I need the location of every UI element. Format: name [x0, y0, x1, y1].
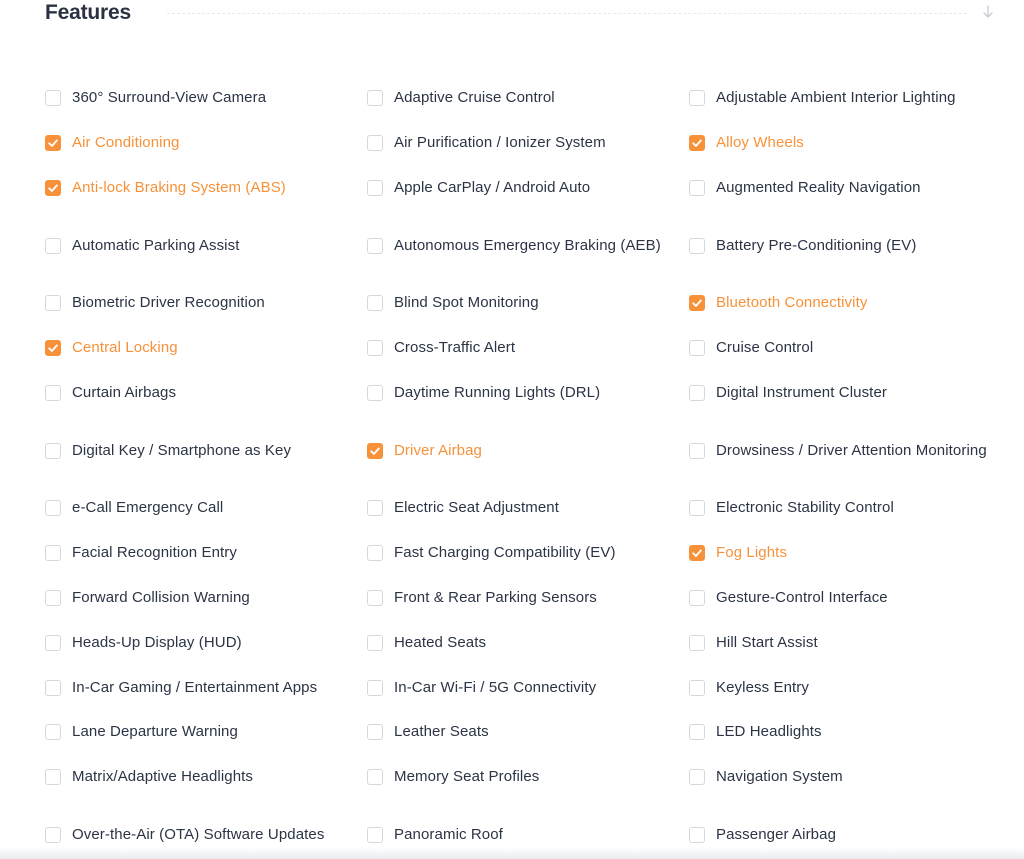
feature-option[interactable]: [689, 486, 995, 531]
feature-label: Blind Spot Monitoring: [394, 294, 539, 312]
feature-label: Heads-Up Display (HUD): [72, 633, 242, 651]
feature-label: Navigation System: [716, 768, 843, 786]
feature-option[interactable]: [689, 665, 995, 710]
feature-option[interactable]: [367, 531, 689, 576]
feature-label: Front & Rear Parking Sensors: [394, 588, 597, 606]
checkbox-unchecked[interactable]: [367, 590, 383, 606]
feature-label: Leather Seats: [394, 723, 489, 741]
feature-label: Anti-lock Braking System (ABS): [72, 178, 286, 196]
checkbox-unchecked[interactable]: [45, 769, 61, 785]
checkbox-unchecked[interactable]: [689, 180, 705, 196]
feature-label: Passenger Airbag: [716, 825, 837, 843]
checkbox-unchecked[interactable]: [367, 385, 383, 401]
checkbox-unchecked[interactable]: [45, 443, 61, 459]
feature-option[interactable]: [45, 710, 367, 755]
checkbox-unchecked[interactable]: [45, 90, 61, 106]
feature-option[interactable]: [367, 326, 689, 371]
checkbox-unchecked[interactable]: [689, 340, 705, 356]
checkbox-unchecked[interactable]: [45, 827, 61, 843]
feature-option[interactable]: [367, 371, 689, 416]
feature-option[interactable]: [689, 415, 995, 486]
feature-label: Facial Recognition Entry: [72, 544, 237, 562]
feature-option[interactable]: [689, 76, 995, 121]
checkbox-checked[interactable]: [689, 295, 705, 311]
header-divider: [167, 13, 967, 14]
checkbox-unchecked[interactable]: [367, 500, 383, 516]
check-icon: [691, 547, 703, 559]
feature-label: Forward Collision Warning: [72, 588, 250, 606]
feature-option[interactable]: [689, 531, 995, 576]
checkbox-unchecked[interactable]: [367, 827, 383, 843]
feature-option[interactable]: [367, 166, 689, 211]
feature-option[interactable]: [367, 486, 689, 531]
feature-option[interactable]: [689, 755, 995, 800]
feature-option[interactable]: [45, 665, 367, 710]
checkbox-unchecked[interactable]: [45, 238, 61, 254]
feature-label: Fast Charging Compatibility (EV): [394, 544, 616, 562]
feature-label: Panoramic Roof: [394, 825, 503, 843]
feature-option[interactable]: [689, 576, 995, 621]
feature-option[interactable]: [367, 121, 689, 166]
feature-label: Matrix/Adaptive Headlights: [72, 768, 254, 786]
checkbox-unchecked[interactable]: [367, 90, 383, 106]
checkbox-checked[interactable]: [45, 135, 61, 151]
checkbox-unchecked[interactable]: [367, 340, 383, 356]
feature-label: Curtain Airbags: [72, 383, 177, 401]
feature-label: LED Headlights: [716, 723, 822, 741]
checkbox-unchecked[interactable]: [367, 238, 383, 254]
checkbox-unchecked[interactable]: [367, 135, 383, 151]
checkbox-unchecked[interactable]: [689, 827, 705, 843]
checkbox-unchecked[interactable]: [367, 635, 383, 651]
feature-option[interactable]: [367, 76, 689, 121]
feature-option[interactable]: [45, 415, 367, 486]
check-icon: [369, 445, 381, 457]
checkbox-unchecked[interactable]: [367, 680, 383, 696]
checkbox-unchecked[interactable]: [689, 500, 705, 516]
check-icon: [691, 297, 703, 309]
checkbox-checked[interactable]: [45, 340, 61, 356]
feature-label: Lane Departure Warning: [72, 723, 238, 741]
feature-label: Central Locking: [72, 339, 178, 357]
feature-option[interactable]: [367, 415, 689, 486]
feature-option[interactable]: [45, 166, 367, 211]
feature-label: Heated Seats: [394, 633, 487, 651]
checkbox-checked[interactable]: [689, 545, 705, 561]
feature-label: Alloy Wheels: [716, 134, 804, 152]
feature-label: Autonomous Emergency Braking (AEB): [394, 236, 661, 254]
checkbox-checked[interactable]: [689, 135, 705, 151]
check-icon: [691, 137, 703, 149]
feature-label: Bluetooth Connectivity: [716, 294, 868, 312]
features-checkbox-grid: [45, 76, 995, 859]
feature-label: Over-the-Air (OTA) Software Updates: [72, 825, 325, 843]
checkbox-unchecked[interactable]: [367, 295, 383, 311]
feature-label: Keyless Entry: [716, 678, 809, 696]
checkbox-unchecked[interactable]: [689, 680, 705, 696]
feature-option[interactable]: [367, 281, 689, 326]
checkbox-unchecked[interactable]: [689, 443, 705, 459]
check-icon: [47, 342, 59, 354]
checkbox-unchecked[interactable]: [689, 238, 705, 254]
feature-option[interactable]: [45, 800, 367, 859]
feature-label: 360° Surround-View Camera: [72, 89, 267, 107]
feature-label: Digital Key / Smartphone as Key: [72, 441, 292, 459]
feature-label: Electronic Stability Control: [716, 499, 894, 517]
checkbox-unchecked[interactable]: [689, 769, 705, 785]
feature-label: Biometric Driver Recognition: [72, 294, 265, 312]
feature-label: Fog Lights: [716, 544, 788, 562]
feature-option[interactable]: [45, 755, 367, 800]
features-section-header: [45, 0, 995, 26]
feature-label: Digital Instrument Cluster: [716, 383, 887, 401]
section-title: Features: [45, 1, 131, 24]
checkbox-unchecked[interactable]: [45, 295, 61, 311]
checkbox-unchecked[interactable]: [689, 90, 705, 106]
feature-label: Memory Seat Profiles: [394, 768, 540, 786]
checkbox-unchecked[interactable]: [45, 500, 61, 516]
feature-label: Daytime Running Lights (DRL): [394, 383, 601, 401]
checkbox-unchecked[interactable]: [45, 545, 61, 561]
checkbox-unchecked[interactable]: [367, 769, 383, 785]
feature-option[interactable]: [45, 281, 367, 326]
checkbox-unchecked[interactable]: [689, 635, 705, 651]
feature-label: Drowsiness / Driver Attention Monitoring: [716, 441, 987, 459]
checkbox-unchecked[interactable]: [367, 545, 383, 561]
feature-option[interactable]: [689, 710, 995, 755]
feature-label: Cross-Traffic Alert: [394, 339, 516, 357]
checkbox-unchecked[interactable]: [367, 724, 383, 740]
feature-option[interactable]: [45, 371, 367, 416]
checkbox-unchecked[interactable]: [45, 590, 61, 606]
checkbox-unchecked[interactable]: [689, 724, 705, 740]
checkbox-unchecked[interactable]: [689, 385, 705, 401]
feature-option[interactable]: [689, 800, 995, 859]
feature-label: Cruise Control: [716, 339, 814, 357]
checkbox-unchecked[interactable]: [45, 724, 61, 740]
feature-option[interactable]: [367, 800, 689, 859]
feature-option[interactable]: [45, 576, 367, 621]
check-icon: [47, 182, 59, 194]
feature-label: Battery Pre-Conditioning (EV): [716, 236, 917, 254]
feature-option[interactable]: [367, 710, 689, 755]
feature-option[interactable]: [45, 531, 367, 576]
feature-option[interactable]: [689, 166, 995, 211]
feature-option[interactable]: [45, 486, 367, 531]
feature-label: Driver Airbag: [394, 441, 482, 459]
feature-option[interactable]: [367, 210, 689, 281]
checkbox-unchecked[interactable]: [45, 635, 61, 651]
feature-option[interactable]: [367, 576, 689, 621]
feature-option[interactable]: [689, 121, 995, 166]
feature-label: Adjustable Ambient Interior Lighting: [716, 89, 956, 107]
feature-label: e-Call Emergency Call: [72, 499, 224, 517]
checkbox-unchecked[interactable]: [367, 180, 383, 196]
feature-option[interactable]: [45, 326, 367, 371]
feature-option[interactable]: [367, 755, 689, 800]
feature-label: Air Purification / Ionizer System: [394, 134, 606, 152]
feature-label: Electric Seat Adjustment: [394, 499, 559, 517]
feature-label: Hill Start Assist: [716, 633, 818, 651]
checkbox-unchecked[interactable]: [689, 590, 705, 606]
feature-option[interactable]: [45, 210, 367, 281]
feature-option[interactable]: [689, 326, 995, 371]
feature-option[interactable]: [45, 76, 367, 121]
feature-label: Gesture-Control Interface: [716, 588, 888, 606]
feature-label: In-Car Gaming / Entertainment Apps: [72, 678, 318, 696]
feature-label: Apple CarPlay / Android Auto: [394, 178, 591, 196]
feature-option[interactable]: [367, 665, 689, 710]
feature-label: Air Conditioning: [72, 134, 180, 152]
feature-option[interactable]: [689, 620, 995, 665]
feature-option[interactable]: [689, 281, 995, 326]
feature-label: Automatic Parking Assist: [72, 236, 240, 254]
feature-label: Adaptive Cruise Control: [394, 89, 555, 107]
feature-option[interactable]: [689, 371, 995, 416]
checkbox-unchecked[interactable]: [45, 680, 61, 696]
feature-label: Augmented Reality Navigation: [716, 178, 921, 196]
feature-option[interactable]: [689, 210, 995, 281]
feature-option[interactable]: [45, 121, 367, 166]
checkbox-checked[interactable]: [367, 443, 383, 459]
arrow-down-icon[interactable]: [981, 4, 995, 20]
checkbox-checked[interactable]: [45, 180, 61, 196]
checkbox-unchecked[interactable]: [45, 385, 61, 401]
feature-option[interactable]: [367, 620, 689, 665]
check-icon: [47, 137, 59, 149]
feature-option[interactable]: [45, 620, 367, 665]
feature-label: In-Car Wi-Fi / 5G Connectivity: [394, 678, 597, 696]
